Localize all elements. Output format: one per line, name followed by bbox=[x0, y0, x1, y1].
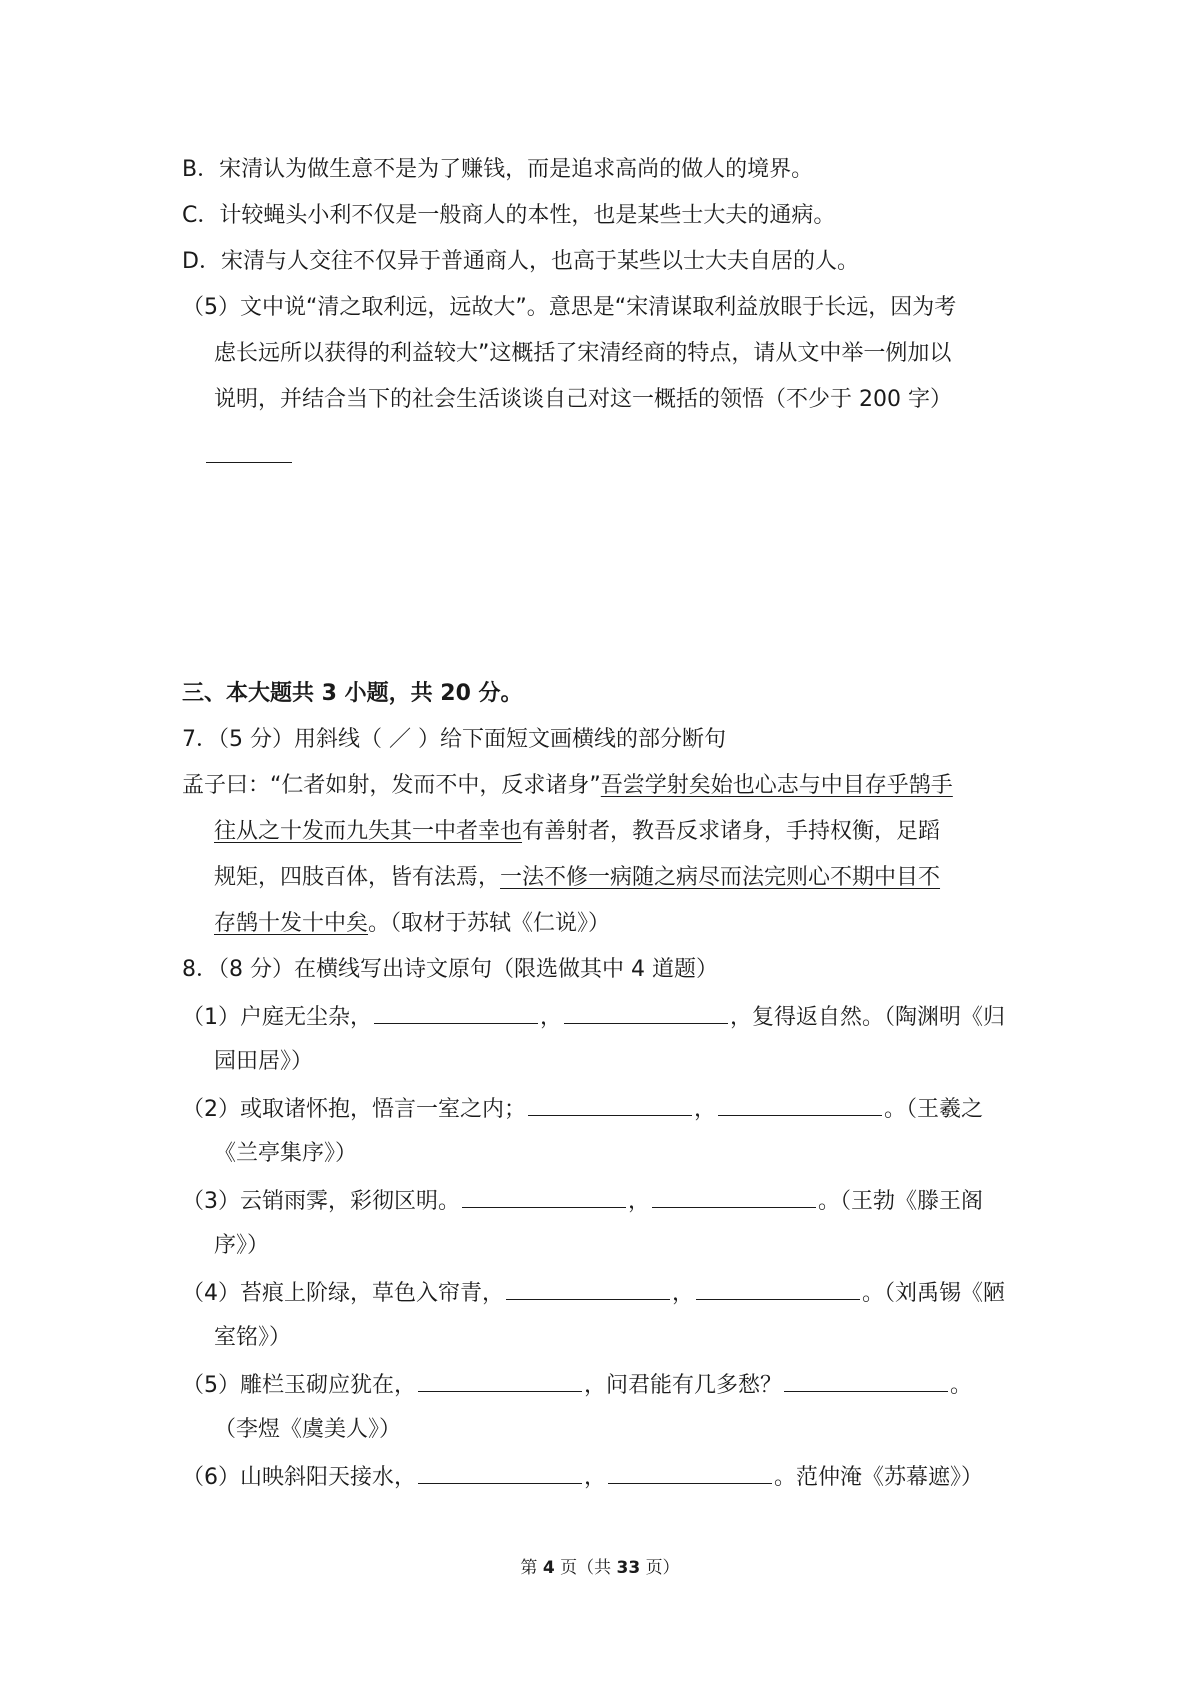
q7-underlined-text: 存鹄十发十中矣 bbox=[214, 911, 369, 936]
answer-blank[interactable] bbox=[206, 462, 292, 463]
q8-text: （6）山映斜阳天接水， bbox=[182, 1465, 416, 1490]
page-number: 4 bbox=[542, 1558, 555, 1578]
q8-item-2-cont: 《兰亭集序》） bbox=[214, 1141, 358, 1166]
q8-item-4-cont: 室铭》） bbox=[214, 1325, 292, 1350]
q7-underlined-text: 一法不修一病随之病尽而法完则心不期中目不 bbox=[500, 865, 941, 890]
fill-blank[interactable] bbox=[652, 1185, 816, 1208]
option-d: D．宋清与人交往不仅异于普通商人，也高于某些以士大夫自居的人。 bbox=[182, 249, 859, 274]
q8-stem: 8．（8 分）在横线写出诗文原句（限选做其中 4 道题） bbox=[182, 957, 718, 982]
section-heading: 三、本大题共 3 小题，共 20 分。 bbox=[182, 681, 523, 706]
fill-blank[interactable] bbox=[718, 1093, 882, 1116]
q7-text: 有善射者，教吾反求诸身，手持权衡，足蹈 bbox=[522, 819, 941, 844]
footer-text: 第 bbox=[520, 1558, 538, 1578]
fill-blank[interactable] bbox=[784, 1369, 948, 1392]
fill-blank[interactable] bbox=[462, 1185, 626, 1208]
q8-text: 。（王勃《滕王阁 bbox=[818, 1189, 984, 1214]
q7-line2 bbox=[214, 817, 940, 847]
q8-text: （1）户庭无尘杂， bbox=[182, 1005, 372, 1030]
q8-text: （5）雕栏玉砌应犹在， bbox=[182, 1373, 416, 1398]
fill-blank[interactable] bbox=[418, 1369, 582, 1392]
total-pages: 33 bbox=[616, 1558, 641, 1578]
fill-blank[interactable] bbox=[608, 1461, 772, 1484]
q8-text: 。（刘禹锡《陋 bbox=[862, 1281, 1006, 1306]
option-c: C．计较蝇头小利不仅是一般商人的本性，也是某些士大夫的通病。 bbox=[182, 203, 836, 228]
q6-5-line1: （5）文中说“清之取利远，远故大”。意思是“宋清谋取利益放眼于长远，因为考 bbox=[182, 295, 957, 320]
q8-text: ， bbox=[672, 1281, 695, 1306]
footer-text: 页（共 bbox=[560, 1558, 612, 1578]
fill-blank[interactable] bbox=[564, 1001, 728, 1024]
option-b: B．宋清认为做生意不是为了赚钱，而是追求高尚的做人的境界。 bbox=[182, 157, 814, 182]
q8-text: 。 bbox=[950, 1373, 973, 1398]
q8-text: （3）云销雨霁，彩彻区明。 bbox=[182, 1189, 460, 1214]
q8-text: ， bbox=[694, 1097, 717, 1122]
q8-text: ，复得返自然。（陶渊明《归 bbox=[730, 1005, 1006, 1030]
q8-text: （4）苔痕上阶绿，草色入帘青， bbox=[182, 1281, 504, 1306]
q8-text: （2）或取诸怀抱，悟言一室之内； bbox=[182, 1097, 526, 1122]
fill-blank[interactable] bbox=[418, 1461, 582, 1484]
q8-text: ， bbox=[628, 1189, 651, 1214]
q7-line1 bbox=[182, 771, 953, 801]
fill-blank[interactable] bbox=[696, 1277, 860, 1300]
footer-text: 页） bbox=[645, 1558, 680, 1578]
q7-stem: 7．（5 分）用斜线（ ／ ）给下面短文画横线的部分断句 bbox=[182, 727, 726, 752]
fill-blank[interactable] bbox=[506, 1277, 670, 1300]
q8-item-3 bbox=[182, 1185, 983, 1217]
q6-5-line2: 虑长远所以获得的利益较大”这概括了宋清经商的特点，请从文中举一例加以 bbox=[214, 341, 952, 366]
page-footer bbox=[0, 1553, 1200, 1578]
q7-underlined-text: 往从之十发而九失其一中者幸也 bbox=[214, 819, 523, 844]
q7-text: 孟子曰：“仁者如射，发而不中，反求诸身” bbox=[182, 773, 601, 798]
q8-item-1 bbox=[182, 1001, 1005, 1033]
q8-item-3-cont: 序》） bbox=[214, 1233, 270, 1258]
q8-text: ， bbox=[540, 1005, 563, 1030]
q8-item-2 bbox=[182, 1093, 983, 1125]
fill-blank[interactable] bbox=[528, 1093, 692, 1116]
q8-item-4 bbox=[182, 1277, 1005, 1309]
q8-item-6 bbox=[182, 1461, 983, 1493]
q8-item-1-cont: 园田居》） bbox=[214, 1049, 314, 1074]
q7-text: 。（取材于苏轼《仁说》） bbox=[368, 911, 611, 936]
q7-text: 规矩，四肢百体，皆有法焉， bbox=[214, 865, 501, 890]
q8-text: 。（王羲之 bbox=[884, 1097, 984, 1122]
q7-line4 bbox=[214, 909, 610, 939]
q7-underlined-text: 吾尝学射矣始也心志与中目存乎鹄手 bbox=[600, 773, 953, 798]
q6-5-line3: 说明，并结合当下的社会生活谈谈自己对这一概括的领悟（不少于 200 字） bbox=[214, 387, 952, 412]
q8-text: ，问君能有几多愁？ bbox=[584, 1373, 783, 1398]
q8-text: ， bbox=[584, 1465, 607, 1490]
q8-item-5 bbox=[182, 1369, 972, 1401]
q8-item-5-cont: （李煜《虞美人》） bbox=[214, 1417, 402, 1442]
q8-text: 。范仲淹《苏幕遮》） bbox=[774, 1465, 984, 1490]
fill-blank[interactable] bbox=[374, 1001, 538, 1024]
q7-line3 bbox=[214, 863, 940, 893]
